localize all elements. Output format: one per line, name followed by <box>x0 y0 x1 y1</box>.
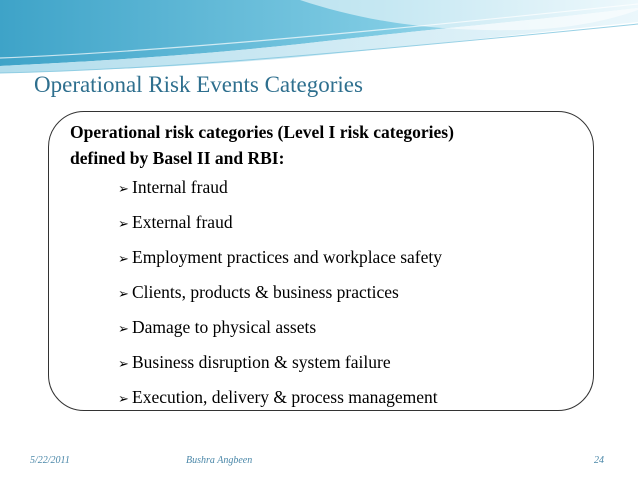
bullet-text: Business disruption & system failure <box>132 352 391 372</box>
bullet-item <box>118 384 442 419</box>
arrow-bullet-icon: ➢ <box>118 182 129 197</box>
bullet-text: Employment practices and workplace safety <box>132 247 443 267</box>
footer-date: 5/22/2011 <box>30 455 70 466</box>
arrow-bullet-icon: ➢ <box>118 252 129 267</box>
bullet-item <box>118 349 442 384</box>
arrow-bullet-icon: ➢ <box>118 322 129 337</box>
bullet-list <box>118 174 442 419</box>
bullet-text: Clients, products & business practices <box>132 282 399 302</box>
bullet-item <box>118 279 442 314</box>
intro-text: Operational risk categories (Level I risk categories) defined by Basel II and RBI: <box>70 122 454 168</box>
bullet-text: Damage to physical assets <box>132 317 317 337</box>
bullet-text: Internal fraud <box>132 177 228 197</box>
arrow-bullet-icon: ➢ <box>118 287 129 302</box>
bullet-text: Execution, delivery & process management <box>132 387 438 407</box>
slide-title: Operational Risk Events Categories <box>34 72 363 97</box>
bullet-item <box>118 209 442 244</box>
header-wave-decoration <box>0 0 638 80</box>
footer-author: Bushra Angbeen <box>186 455 253 466</box>
arrow-bullet-icon: ➢ <box>118 217 129 232</box>
bullet-item <box>118 314 442 349</box>
bullet-item <box>118 244 442 279</box>
bullet-text: External fraud <box>132 212 233 232</box>
bullet-item <box>118 174 442 209</box>
arrow-bullet-icon: ➢ <box>118 357 129 372</box>
arrow-bullet-icon: ➢ <box>118 392 129 407</box>
footer-page-number: 24 <box>594 455 604 466</box>
